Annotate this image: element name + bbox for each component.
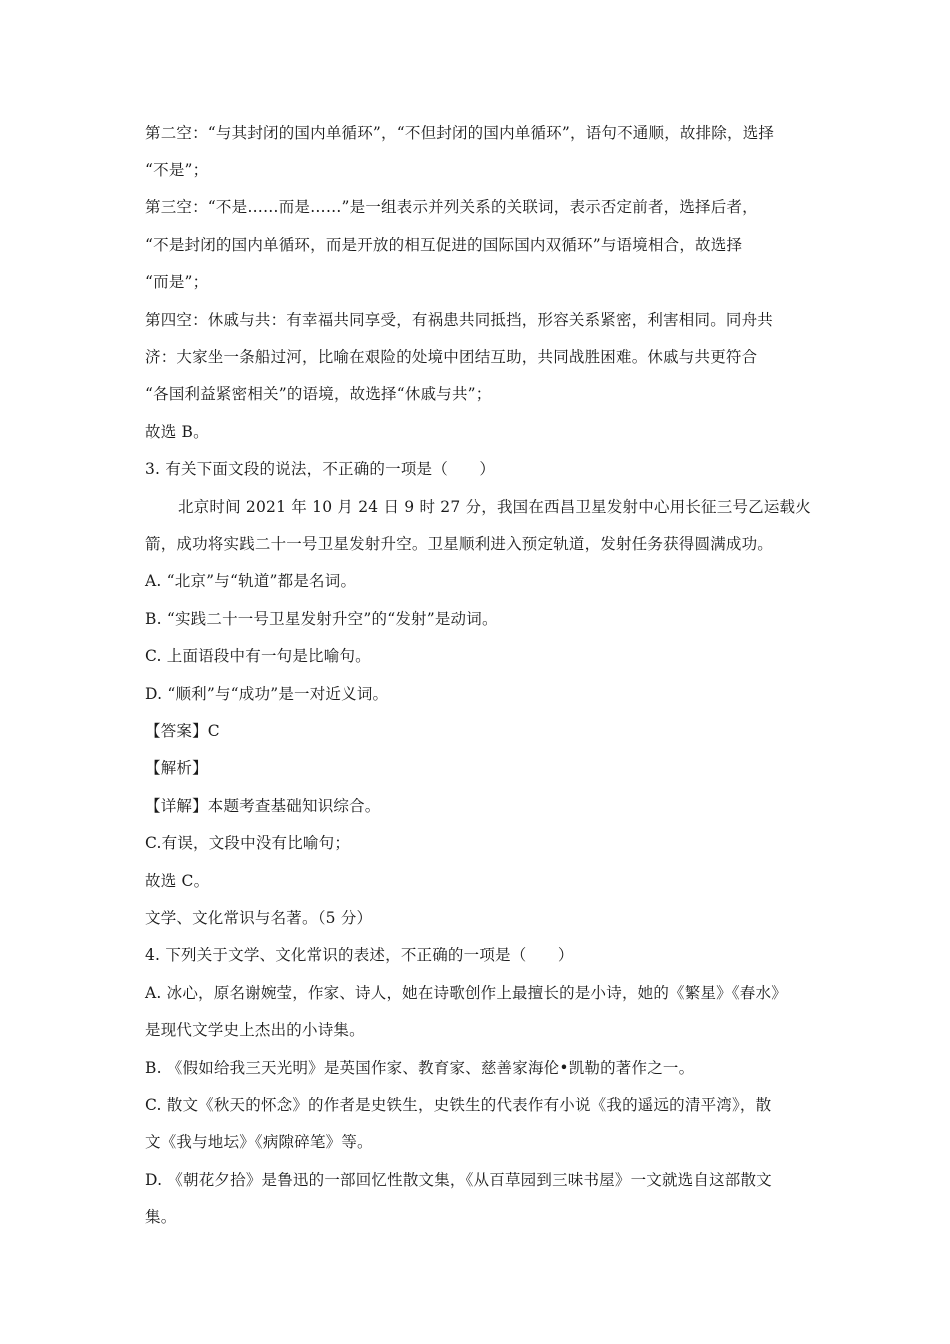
blank4-line-2: 济：大家坐一条船过河，比喻在艰险的处境中团结互助，共同战胜困难。休戚与共更符合 bbox=[145, 348, 758, 366]
q3-stem: 3. 有关下面文段的说法，不正确的一项是（ ） bbox=[145, 460, 496, 478]
q4-option-b: B. 《假如给我三天光明》是英国作家、教育家、慈善家海伦•凯勒的著作之一。 bbox=[145, 1059, 695, 1077]
blank3-line-1: 第三空：“不是……而是……”是一组表示并列关系的关联词，表示否定前者，选择后者， bbox=[145, 198, 758, 216]
blank2-line-1: 第二空：“与其封闭的国内单循环”，“不但封闭的国内单循环”，语句不通顺，故排除，选择 bbox=[145, 124, 775, 142]
q4-option-d-line-1: D. 《朝花夕拾》是鲁迅的一部回忆性散文集，《从百草园到三味书屋》一文就选自这部散文 bbox=[145, 1171, 772, 1189]
q3-option-d: D. “顺利”与“成功”是一对近义词。 bbox=[145, 685, 389, 703]
q4-option-d-line-2: 集。 bbox=[145, 1208, 177, 1226]
q3-option-c: C. 上面语段中有一句是比喻句。 bbox=[145, 647, 371, 665]
q4-option-a-line-2: 是现代文学史上杰出的小诗集。 bbox=[145, 1021, 365, 1039]
q4-option-c-line-1: C. 散文《秋天的怀念》的作者是史铁生，史铁生的代表作有小说《我的遥远的清平湾》，散 bbox=[145, 1096, 772, 1114]
q2-conclusion: 故选 B。 bbox=[145, 423, 209, 441]
blank2-line-2: “不是”； bbox=[145, 161, 209, 179]
q3-option-a: A. “北京”与“轨道”都是名词。 bbox=[145, 572, 357, 590]
section-title: 文学、文化常识与名著。（5 分） bbox=[145, 909, 373, 927]
q3-detail-c: C.有误，文段中没有比喻句； bbox=[145, 834, 351, 852]
q3-passage-line-2: 箭，成功将实践二十一号卫星发射升空。卫星顺利进入预定轨道，发射任务获得圆满成功。 bbox=[145, 535, 774, 553]
q4-stem: 4. 下列关于文学、文化常识的表述，不正确的一项是（ ） bbox=[145, 946, 574, 964]
q3-analysis-header: 【解析】 bbox=[145, 759, 208, 777]
q3-conclusion: 故选 C。 bbox=[145, 872, 210, 890]
blank4-line-1: 第四空：休戚与共：有幸福共同享受，有祸患共同抵挡，形容关系紧密，利害相同。同舟共 bbox=[145, 311, 774, 329]
blank3-line-3: “而是”； bbox=[145, 273, 209, 291]
q3-passage-line-1: 北京时间 2021 年 10 月 24 日 9 时 27 分，我国在西昌卫星发射中心用长征三号乙运载火 bbox=[178, 498, 811, 516]
q4-option-a-line-1: A. 冰心，原名谢婉莹，作家、诗人，她在诗歌创作上最擅长的是小诗，她的《繁星》《春水》 bbox=[145, 984, 787, 1002]
q3-answer: 【答案】C bbox=[145, 722, 220, 740]
q3-option-b: B. “实践二十一号卫星发射升空”的“发射”是动词。 bbox=[145, 610, 498, 628]
q4-option-c-line-2: 文《我与地坛》《病隙碎笔》等。 bbox=[145, 1133, 373, 1151]
blank4-line-3: “各国利益紧密相关”的语境，故选择“休戚与共”； bbox=[145, 385, 492, 403]
q3-detail: 【详解】本题考查基础知识综合。 bbox=[145, 797, 381, 815]
blank3-line-2: “不是封闭的国内单循环，而是开放的相互促进的国际国内双循环”与语境相合，故选择 bbox=[145, 236, 743, 254]
